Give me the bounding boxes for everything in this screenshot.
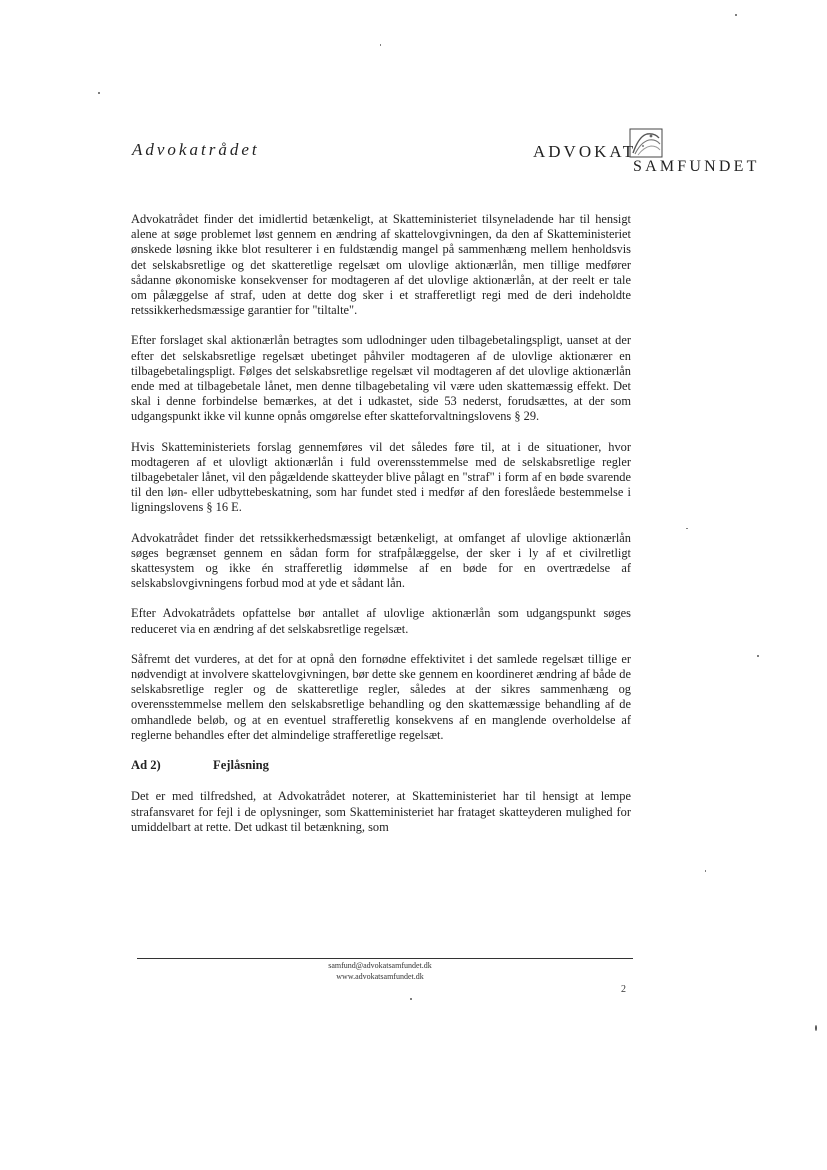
paragraph: Advokatrådet finder det retssikkerhedsmæssigt betænkeligt, at omfanget af ulovlige aktionærlån søges begrænset gennem en sådan form for strafpålæggelse, der sker i ly af et civilretligt skattesystem og ikke én strafferetlig idømmelse af en bøde for en overtrædelse af selskabslovgivningens forbud mod at yde et sådant lån. [131, 530, 631, 591]
scan-speck [705, 870, 706, 872]
logo-text-top: ADVOKAT [533, 142, 637, 161]
footer-website: www.advokatsamfundet.dk [336, 971, 424, 981]
paragraph: Såfremt det vurderes, at det for at opnå den fornødne effektivitet i det samlede regelsæt tillige er nødvendigt at involvere skattelovgivningen, bør dette ske gennem en koordineret ændring af både de selskabsretlige regler og de skatteretlige regler, således at der sikres sammenhæng og overensstemmelse mellem den selskabsretlige behandling og den skattemæssige behandling af de omhandlede beløb, og at en eventuel strafferetlig konsekvens af en manglende overholdelse af reglerne behandles efter det almindelige strafferetlige regelsæt. [131, 651, 631, 742]
section-heading [131, 758, 631, 773]
paragraph: Efter Advokatrådets opfattelse bør antallet af ulovlige aktionærlån som udgangspunkt søges reduceret via en ændring af det selskabsretlige regelsæt. [131, 606, 631, 636]
footer-divider [137, 958, 633, 959]
scan-speck [757, 655, 759, 657]
advokatsamfundet-emblem-icon [629, 128, 663, 158]
footer-contact [260, 961, 500, 982]
footer-email: samfund@advokatsamfundet.dk [328, 961, 432, 970]
paragraph: Det er med tilfredshed, at Advokatrådet noterer, at Skatteministeriet har til hensigt at lempe strafansvaret for fejl i de oplysninger, som Skatteministeriet har frataget skatteyderen mulighed for umiddelbart at rette. Det udkast til betænkning, som [131, 789, 631, 834]
section-title: Fejlåsning [213, 758, 269, 773]
letter-body [131, 212, 631, 848]
scan-speck [410, 998, 412, 1000]
section-number: Ad 2) [131, 758, 161, 773]
scan-speck [98, 92, 100, 94]
paragraph: Advokatrådet finder det imidlertid betænkeligt, at Skatteministeriet tilsyneladende har til hensigt alene at søge problemet løst gennem en ændring af skattelovgivningen, da den af Skatteministeriet ønskede løsning ikke blot resulterer i en fuldstændig mangel på sammenhæng mellem henholdsvis det selskabsretlige og det skatteretlige regelsæt om ulovlige aktionærlån, men tillige medfører sådanne økonomiske konsekvenser for modtageren af det ulovlige aktionærlån, at der reelt er tale om pålæggelse af straf, uden at dette dog sker i et strafferetligt regi med de deri indeholdte retssikkerhedsmæssige garantier for "tiltalte". [131, 212, 631, 318]
advokatsamfundet-logo [533, 128, 773, 178]
scan-speck [380, 44, 381, 46]
paragraph: Hvis Skatteministeriets forslag gennemføres vil det således føre til, at i de situationer, hvor modtageren af et ulovligt aktionærlån i fuld overensstemmelse med de selskabsretlige regler tilbagebetaler lånet, vil den pågældende skatteyder blive pålagt en "straf" i form af en bøde svarende til den løn- eller udbyttebeskatning, som har fundet sted i medfør af den foreslåede bestemmelse i ligningslovens § 16 E. [131, 439, 631, 515]
paragraph: Efter forslaget skal aktionærlån betragtes som udlodninger uden tilbagebetalingspligt, uanset at der efter det selskabsretlige regelsæt ubetinget påhviler modtageren af de ulovlige aktionærer en tilbagebetalingspligt. Følges det selskabsretlige regelsæt vil modtageren af det ulovlige aktionærlån ende med at tilbagebetale lånet, men denne tilbagebetaling vil være uden skattemæssig effekt. Det skal i denne forbindelse bemærkes, at det i udkastet, side 53 nederst, forudsættes, at der som udgangspunkt ikke vil kunne opnås omgørelse efter skatteforvaltningslovens § 29. [131, 333, 631, 424]
page-number: 2 [621, 984, 626, 995]
scan-speck [735, 14, 737, 16]
header-title: Advokatrådet [132, 140, 260, 159]
scan-speck [686, 528, 688, 529]
logo-text-bottom: SAMFUNDET [633, 158, 760, 175]
scan-speck [815, 1025, 817, 1031]
